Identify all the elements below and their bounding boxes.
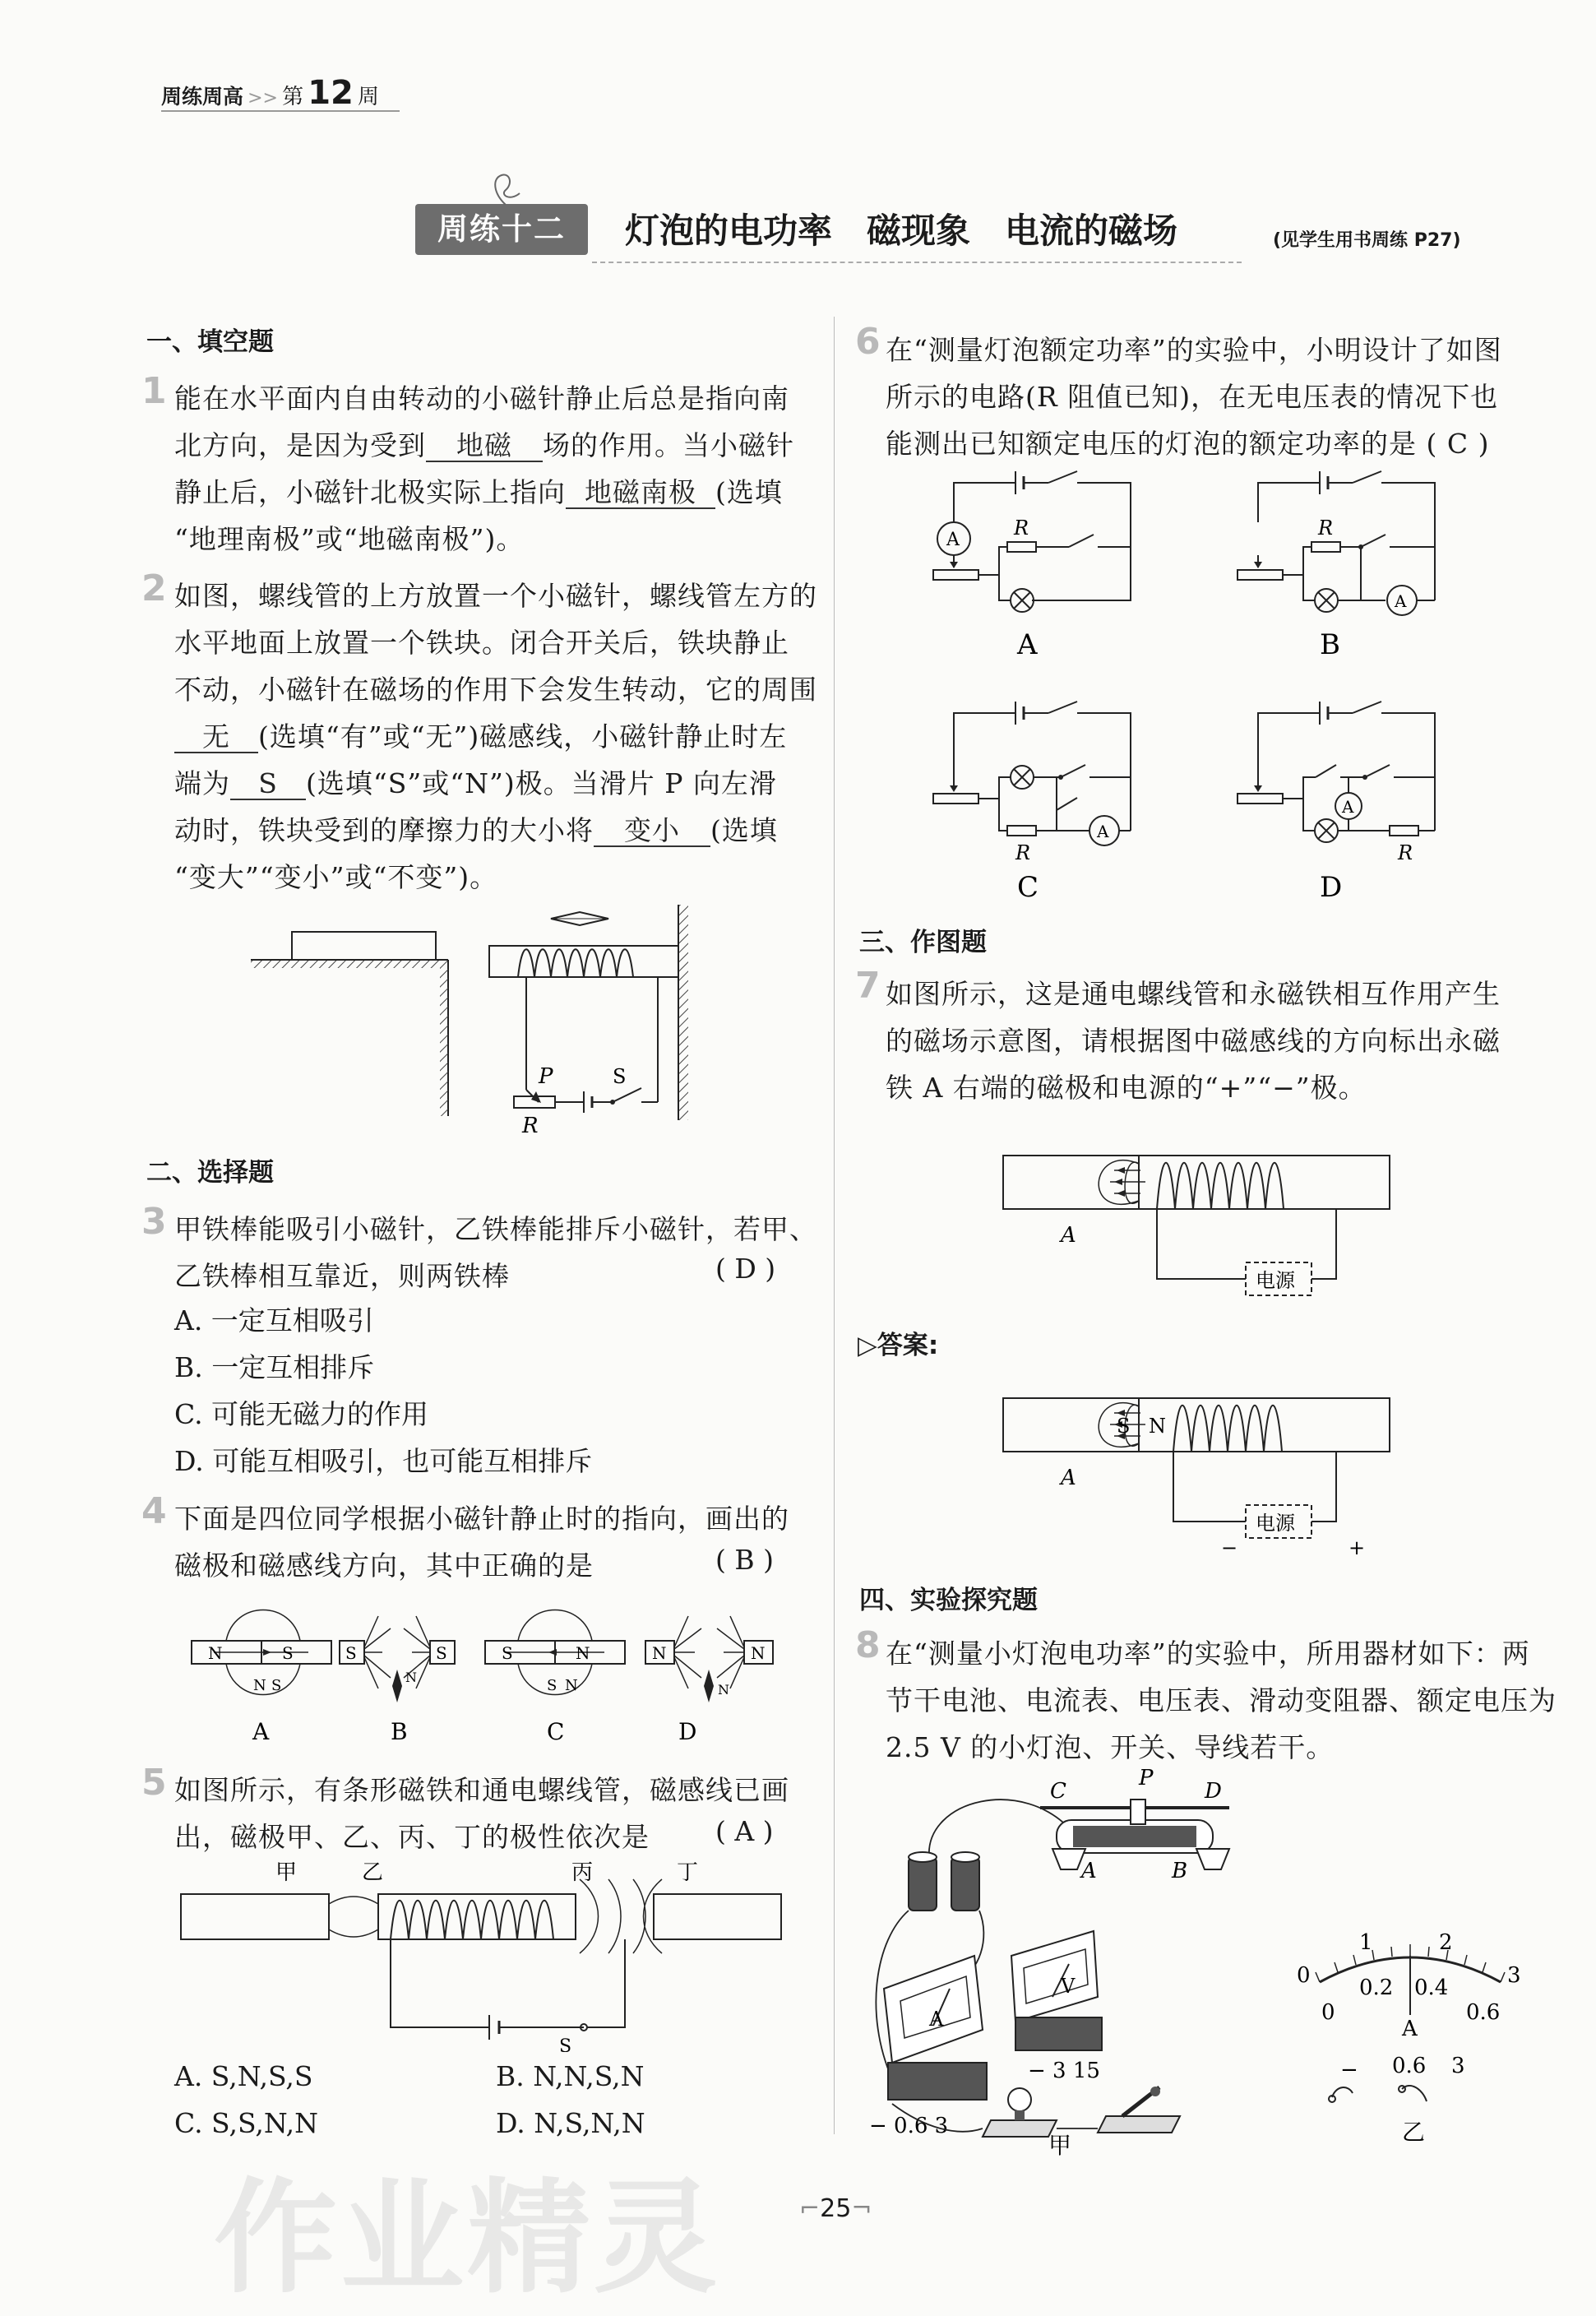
- question-7: [886, 970, 1568, 1111]
- svg-text:R: R: [1398, 841, 1413, 864]
- q4-label-c: C: [547, 1718, 565, 1745]
- svg-text:S: S: [502, 1643, 513, 1663]
- q1-answer-2: 地磁南极: [566, 478, 715, 509]
- q6-circuit-c: [933, 702, 1131, 904]
- section-fill-blank: 一、填空题: [146, 327, 274, 357]
- svg-text:R: R: [1318, 516, 1334, 540]
- q2-label-s: S: [613, 1065, 627, 1088]
- svg-text:3: 3: [1451, 2054, 1465, 2078]
- page-number: ⌐25¬: [799, 2194, 872, 2223]
- svg-text:N: N: [208, 1643, 223, 1663]
- svg-text:− 3 15: − 3 15: [1028, 2059, 1100, 2083]
- q4-figure: [185, 1600, 785, 1748]
- q4-line1: 下面是四位同学根据小磁针静止时的指向，画出的: [174, 1503, 789, 1535]
- q5-option-d: D. N,S,N,N: [496, 2107, 645, 2139]
- q2-answer-1: 无: [174, 722, 258, 753]
- q7-power-label: 电源: [1256, 1269, 1295, 1292]
- q7-answer-plus: +: [1349, 1536, 1366, 1559]
- q1-line3: 静止后，小磁针北极实际上指向 地磁南极 (选填: [174, 476, 783, 508]
- header-arrows: >>: [247, 88, 278, 109]
- question-6: [886, 327, 1568, 467]
- q4-answer: ( B ): [715, 1544, 774, 1576]
- q8-label-yi: 乙: [1402, 2119, 1426, 2146]
- svg-text:0.6: 0.6: [1392, 2054, 1427, 2078]
- q5-pole-jia: 甲: [275, 1860, 298, 1885]
- q2-line3: 不动，小磁针在磁场的作用下会发生转动，它的周围: [174, 674, 817, 706]
- question-8: [886, 1630, 1568, 1771]
- svg-text:A: A: [929, 2008, 944, 2031]
- q1-line4: “地理南极”或“地磁南极”)。: [174, 523, 525, 555]
- q3-line2: 乙铁棒相互靠近，则两铁棒: [174, 1260, 510, 1292]
- q8-number: 8: [855, 1624, 881, 1666]
- svg-text:− 0.6 3: − 0.6 3: [869, 2114, 949, 2138]
- ribbon-icon: [477, 169, 534, 208]
- q4-diagram-a: [192, 1610, 331, 1746]
- svg-text:R: R: [1014, 516, 1029, 540]
- q6-label-b: B: [1320, 628, 1340, 661]
- q5-line1: 如图所示，有条形磁铁和通电螺线管，磁感线已画: [174, 1774, 789, 1806]
- svg-text:3: 3: [1507, 1963, 1521, 1988]
- q8-figure-yi: [1287, 1916, 1534, 2147]
- svg-text:S: S: [271, 1677, 282, 1694]
- column-divider: [834, 317, 835, 2134]
- svg-text:N: N: [405, 1670, 417, 1685]
- svg-text:0.6: 0.6: [1466, 2000, 1501, 2025]
- q5-figure: [177, 1855, 785, 2052]
- title-dashline: [592, 262, 1242, 263]
- svg-text:0: 0: [1321, 2000, 1335, 2025]
- q1-answer-1: 地磁: [426, 431, 543, 462]
- title-badge: [415, 204, 588, 255]
- svg-text:N: N: [253, 1677, 266, 1694]
- q7-number: 7: [855, 965, 881, 1007]
- svg-text:A: A: [1081, 1859, 1097, 1883]
- svg-text:N: N: [652, 1643, 667, 1663]
- q8-figure-jia: [859, 1767, 1254, 2157]
- svg-text:S: S: [345, 1643, 357, 1663]
- question-1: [174, 375, 824, 563]
- q6-label-a: A: [1017, 628, 1038, 661]
- q7-figure: [999, 1131, 1402, 1320]
- q2-label-r: R: [522, 1114, 539, 1138]
- q6-circuit-d: [1237, 702, 1435, 904]
- q3-option-b: B. 一定互相排斥: [174, 1351, 375, 1383]
- q6-figure: [925, 465, 1460, 909]
- q7-line2: 的磁场示意图，请根据图中磁感线的方向标出永磁: [886, 1025, 1501, 1057]
- svg-text:B: B: [1172, 1859, 1188, 1883]
- question-2: [174, 572, 824, 901]
- q1-number: 1: [141, 370, 167, 412]
- q4-line2: 磁极和磁感线方向，其中正确的是: [174, 1549, 594, 1582]
- q2-answer-3: 变小: [594, 816, 710, 847]
- q7-answer-figure: [999, 1373, 1402, 1563]
- title-badge-text: 周练十二: [437, 211, 566, 247]
- q1-line2: 北方向，是因为受到 地磁 场的作用。当小磁针: [174, 429, 794, 461]
- svg-text:N: N: [565, 1677, 578, 1694]
- q4-diagram-c: [485, 1610, 625, 1746]
- answer-triangle-icon: ▷: [858, 1331, 877, 1360]
- svg-text:A: A: [1097, 822, 1109, 841]
- q5-line2: 出，磁极甲、乙、丙、丁的极性依次是: [174, 1821, 650, 1853]
- q6-label-d: D: [1320, 871, 1343, 904]
- q3-option-c: C. 可能无磁力的作用: [174, 1398, 429, 1430]
- week-number: 12: [308, 74, 354, 112]
- q5-number: 5: [141, 1762, 167, 1804]
- q4-label-b: B: [391, 1718, 408, 1745]
- week-prefix: 第: [282, 85, 304, 109]
- svg-text:D: D: [1205, 1779, 1222, 1804]
- svg-text:A: A: [1342, 797, 1354, 817]
- q3-number: 3: [141, 1201, 167, 1243]
- watermark: 作业精灵: [214, 2167, 721, 2310]
- q7-line3: 铁 A 右端的磁极和电源的“+”“−”极。: [886, 1072, 1367, 1104]
- q7-label-a: A: [1061, 1223, 1076, 1248]
- q2-number: 2: [141, 567, 167, 609]
- q6-number: 6: [855, 321, 881, 363]
- q7-answer-n: N: [1149, 1415, 1166, 1438]
- svg-text:−: −: [1340, 2058, 1358, 2082]
- switch-icon: [1098, 2087, 1180, 2133]
- q6-line2: 所示的电路(R 阻值已知)，在无电压表的情况下也: [886, 381, 1499, 413]
- svg-text:N: N: [576, 1643, 590, 1663]
- q4-diagram-d: [645, 1616, 773, 1745]
- svg-text:R: R: [1015, 841, 1031, 864]
- voltmeter: [1011, 1931, 1102, 2083]
- q3-option-a: A. 一定互相吸引: [174, 1304, 374, 1336]
- iron-block: [292, 932, 436, 960]
- q7-line1: 如图所示，这是通电螺线管和永磁铁相互作用产生: [886, 978, 1501, 1010]
- q3-answer: ( D ): [715, 1253, 776, 1285]
- ammeter: [869, 1956, 987, 2138]
- svg-text:电源: 电源: [1256, 1512, 1295, 1535]
- q2-line2: 水平地面上放置一个铁块。闭合开关后，铁块静止: [174, 627, 789, 659]
- q5-answer: ( A ): [715, 1815, 774, 1847]
- section-choice: 二、选择题: [146, 1158, 274, 1188]
- q5-option-a: A. S,N,S,S: [174, 2060, 313, 2092]
- svg-text:P: P: [1139, 1767, 1154, 1790]
- q3-line1: 甲铁棒能吸引小磁针，乙铁棒能排斥小磁针，若甲、: [174, 1213, 817, 1245]
- q2-figure: [247, 901, 707, 1139]
- q3-option-d: D. 可能互相吸引，也可能互相排斥: [174, 1445, 593, 1477]
- q8-line2: 节干电池、电流表、电压表、滑动变阻器、额定电压为: [886, 1684, 1557, 1716]
- q2-line5: 端为 S (选填“S”或“N”)极。当滑片 P 向左滑: [174, 767, 777, 799]
- section-drawing: 三、作图题: [859, 928, 987, 957]
- title-reference: (见学生用书周练 P27): [1273, 230, 1461, 251]
- q6-line3: 能测出已知额定电压的灯泡的额定功率的是 ( C ): [886, 428, 1490, 460]
- battery-icon: [909, 1852, 979, 1911]
- q5-switch-label: S: [559, 2036, 572, 2052]
- series-name: 周练周高: [161, 85, 244, 109]
- q8-line1: 在“测量小灯泡电功率”的实验中，所用器材如下：两: [886, 1637, 1530, 1670]
- header: [161, 74, 379, 110]
- svg-text:A: A: [1402, 2017, 1418, 2041]
- q5-pole-yi: 乙: [362, 1860, 384, 1885]
- rheostat-device: [1040, 1767, 1229, 1883]
- q5-pole-bing: 丙: [571, 1860, 594, 1885]
- svg-text:A: A: [1061, 1466, 1076, 1490]
- svg-text:N: N: [718, 1682, 729, 1698]
- q4-label-a: A: [252, 1718, 270, 1745]
- q2-line6: 动时，铁块受到的摩擦力的大小将 变小 (选填: [174, 814, 778, 846]
- svg-text:A: A: [1395, 591, 1407, 611]
- q6-circuit-b: [1237, 471, 1435, 661]
- q4-number: 4: [141, 1490, 167, 1532]
- q4-diagram-b: [340, 1616, 455, 1745]
- q6-answer: ( C ): [1426, 428, 1490, 460]
- section-experiment: 四、实验探究题: [859, 1586, 1038, 1615]
- q6-line1: 在“测量灯泡额定功率”的实验中，小明设计了如图: [886, 334, 1502, 366]
- svg-text:V: V: [1061, 1975, 1076, 1998]
- svg-text:S: S: [282, 1643, 294, 1663]
- svg-text:N: N: [751, 1643, 766, 1663]
- q5-option-c: C. S,S,N,N: [174, 2107, 319, 2139]
- q8-line3: 2.5 V 的小灯泡、开关、导线若干。: [886, 1731, 1335, 1763]
- q8-label-jia: 甲: [1048, 2132, 1072, 2157]
- answer-label: ▷答案:: [858, 1331, 939, 1360]
- svg-text:0: 0: [1297, 1963, 1311, 1988]
- q6-label-c: C: [1017, 871, 1039, 904]
- page-title: 灯泡的电功率 磁现象 电流的磁场: [625, 211, 1178, 251]
- lamp-icon: [983, 2088, 1057, 2137]
- q7-answer-s: S: [1117, 1415, 1131, 1438]
- q6-circuit-a: [933, 471, 1131, 661]
- header-underline: [161, 110, 400, 112]
- svg-text:C: C: [1050, 1779, 1066, 1804]
- svg-text:A: A: [946, 530, 960, 550]
- svg-text:S: S: [436, 1643, 447, 1663]
- svg-text:S: S: [547, 1677, 557, 1694]
- q2-label-p: P: [539, 1064, 553, 1089]
- q1-line1: 能在水平面内自由转动的小磁针静止后总是指向南: [174, 382, 789, 415]
- q5-pole-ding: 丁: [677, 1860, 699, 1885]
- svg-text:0.2: 0.2: [1359, 1976, 1394, 2000]
- q4-label-d: D: [678, 1718, 697, 1745]
- svg-text:0.4: 0.4: [1414, 1976, 1449, 2000]
- svg-text:1: 1: [1359, 1930, 1373, 1955]
- q5-option-b: B. N,N,S,N: [496, 2060, 645, 2092]
- svg-text:2: 2: [1439, 1930, 1453, 1955]
- q2-line4: 无 (选填“有”或“无”)磁感线，小磁针静止时左: [174, 713, 824, 760]
- q7-answer-minus: −: [1221, 1536, 1238, 1559]
- q2-line1: 如图，螺线管的上方放置一个小磁针，螺线管左方的: [174, 580, 817, 612]
- q2-line7: “变大”“变小”或“不变”)。: [174, 861, 498, 893]
- week-suffix: 周: [357, 85, 379, 109]
- q2-answer-2: S: [230, 769, 306, 800]
